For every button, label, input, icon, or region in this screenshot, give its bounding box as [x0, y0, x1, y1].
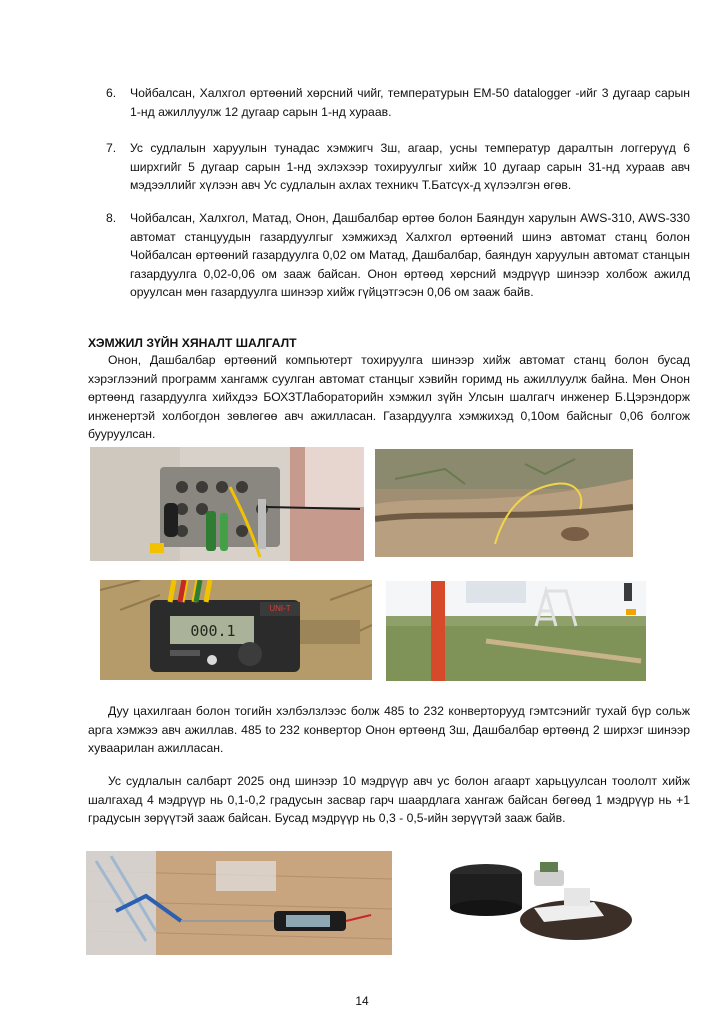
list-item-text: Чойбалсан, Халхгол, Матад, Онон, Дашбалбар өртөө болон Баяндун харулын AWS-310, AWS-330 автомат станцуудын газардуулгыг хэмжихэд Халхгол өртөөний шинэ автомат станц болон Чойбалсан өртөөний газардуулга 0,02 ом Матад, Дашбалбар, баяндун харуулын автомат станцын газардуулга 0,02-0,06 ом зааж байсан. Онон өртөөд хөрсний мэдрүүр шинээр холбож ажилд оруулсан мөн газардуулга шинээр хийж гүйцэтгэсэн 0,06 ом зааж байв.: [130, 211, 690, 300]
photo-rain-gauge: [444, 858, 632, 944]
list-item-text: Чойбалсан, Халхгол өртөөний хөрсний чийг, температурын EM-50 datalogger -ийг 3 дугаар сарын 1-нд ажиллуулж 12 дугаар сарын 1-нд хураав.: [130, 86, 690, 119]
list-item-text: Ус судлалын харуулын тунадас хэмжигч 3ш, агаар, усны температур даралтын логгеруүд 6 ширхгийг 5 дугаар сарын 1-нд эхлэхээр тохируулгыг хийж 10 дугаар сарын 31-нд хураав авч мэдээллийг хүлээн авч Ус судлалын ахлах техникч Т.Батсүх-д хүлээлгэн өгөв.: [130, 141, 690, 193]
paragraph-converters: Дуу цахилгаан болон тогийн хэлбэлзлээс болж 485 to 232 конверторууд гэмтсэнийг тухай бүр сольж арга хэмжээ авч ажиллав. 485 to 232 конвертор Онон өртөөнд 3ш, Дашбалбар өртөөнд 2 ширхэг шинээр хуваарилан ажилласан.: [88, 704, 690, 756]
list-item-8: [88, 209, 690, 302]
photo-digital-thermometer: [86, 851, 392, 955]
paragraph-sensors: Ус судлалын салбарт 2025 онд шинээр 10 мэдрүүр авч ус болон агаарт харьцуулсан тоололт хийж шалгахад 4 мэдрүүр нь 0,1-0,2 градусын засвар гарч шаардлага хангаж байсан бөгөөд 1 мэдрүүр нь +1 градусын зөрүүтэй зааж байсан. Бусад мэдрүүр нь 0,3 - 0,5-ийн зөрүүтэй зааж байв.: [88, 774, 690, 826]
paragraph-metrology: Онон, Дашбалбар өртөөний компьютерт тохируулга шинээр хийж автомат станц болон бусад хэрэглээний программ хангамж суулган автомат станцыг хэвийн горимд нь ажиллуулж байна. Мөн Онон өртөөнд газардуулга хийхдээ БОХЗТЛабораторийн хэмжил зүйн Улсын шалгагч инженер Б.Цэрэндорж инженертэй холбогдон зөвлөгөө авч ажилласан. Газардуулга хэмжихэд 0,10ом байсныг 0,06 болгож бууруулсан.: [88, 353, 690, 442]
list-item-6: [88, 84, 690, 121]
list-item-number: 8.: [106, 211, 117, 225]
meter-brand-label: UNI-T: [269, 604, 291, 613]
meter-display-reading: 000.1: [190, 622, 236, 640]
photo-resistance-meter: [100, 580, 372, 680]
photo-connector-panel: [90, 447, 364, 561]
list-item-number: 6.: [106, 86, 117, 100]
list-item-number: 7.: [106, 141, 117, 155]
section-heading: ХЭМЖИЛ ЗҮЙН ХЯНАЛТ ШАЛГАЛТ: [88, 336, 297, 350]
list-item-7: [88, 139, 690, 195]
photo-weather-station-field: [386, 581, 646, 681]
photo-grounding-cable: [375, 449, 633, 557]
page-number: 14: [355, 994, 369, 1008]
